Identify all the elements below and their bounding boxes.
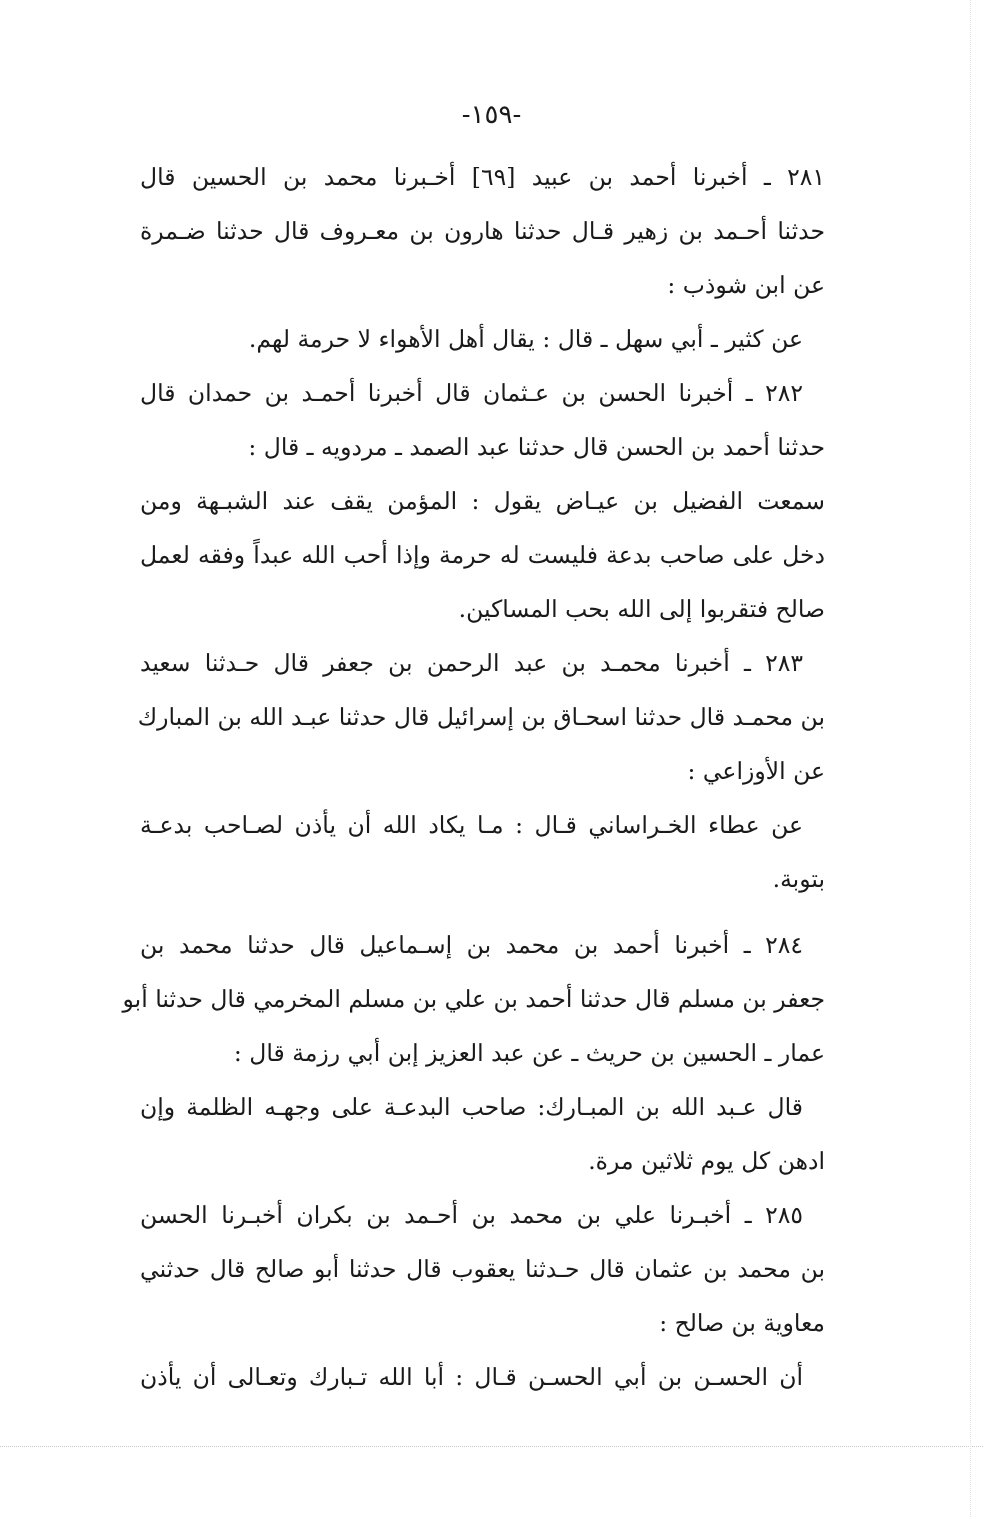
text-line: ٢٨٤ ـ أخبرنا أحمد بن محمد بن إسـماعيل قال حدثنا محمد بن — [140, 931, 803, 959]
text-line: ٢٨٣ ـ أخبرنا محمـد بن عبد الرحمن بن جعفر قال حـدثنا سعيد — [140, 649, 803, 677]
text-line: عمار ـ الحسين بن حريث ـ عن عبد العزيز إبن أبي رزمة قال : — [233, 1039, 825, 1067]
text-line: قال عـبد الله بن المبـارك: صاحب البدعـة على وجهـه الظلمة وإن — [140, 1093, 803, 1121]
text-line: جعفر بن مسلم قال حدثنا أحمد بن علي بن مسلم المخرمي قال حدثنا أبو — [122, 985, 825, 1013]
text-line: حدثنا أحـمد بن زهير قـال حدثنا هارون بن معـروف قال حدثنا ضـمرة — [140, 217, 825, 245]
text-line: ٢٨٢ ـ أخبرنا الحسن بن عـثمان قال أخبرنا أحمـد بن حمدان قال — [140, 379, 803, 407]
text-line: سمعت الفضيل بن عيـاض يقول : المؤمن يقف عند الشبـهة ومن — [140, 487, 825, 515]
text-line: صالح فتقربوا إلى الله بحب المساكين. — [458, 595, 825, 623]
text-line: بتوبة. — [772, 865, 825, 893]
text-line: عن الأوزاعي : — [687, 757, 825, 785]
text-line: معاوية بن صالح : — [659, 1309, 825, 1337]
text-line: ادهن كل يوم ثلاثين مرة. — [588, 1147, 825, 1175]
text-line: بن محمد بن عثمان قال حـدثنا يعقوب قال حدثنا أبو صالح قال حدثني — [140, 1255, 825, 1283]
page-number: -١٥٩- — [461, 100, 522, 130]
text-line: أن الحسـن بن أبي الحسـن قـال : أبا الله تـبارك وتعـالى أن يأذن — [140, 1363, 803, 1391]
text-line: ٢٨١ ـ أخبرنا أحمد بن عبيد [٦٩] أخـبرنا محمد بن الحسين قال — [140, 163, 825, 191]
text-line: عن عطاء الخـراساني قـال : مـا يكاد الله أن يأذن لصـاحب بدعـة — [140, 811, 803, 839]
text-line: دخل على صاحب بدعة فليست له حرمة وإذا أحب الله عبداً وفقه لعمل — [140, 541, 825, 569]
text-line: عن كثير ـ أبي سهل ـ قال : يقال أهل الأهواء لا حرمة لهم. — [248, 325, 803, 353]
text-line: ٢٨٥ ـ أخبـرنا علي بن محمد بن أحـمد بن بكران أخبـرنا الحسن — [140, 1201, 803, 1229]
scan-edge-line — [0, 1446, 983, 1447]
text-line: حدثنا أحمد بن الحسن قال حدثنا عبد الصمد ـ مردويه ـ قال : — [248, 433, 825, 461]
scan-side-line — [970, 0, 971, 1517]
text-line: عن ابن شوذب : — [667, 271, 825, 299]
text-line: بن محمـد قال حدثنا اسحـاق بن إسرائيل قال حدثنا عبـد الله بن المبارك — [137, 703, 825, 731]
text-block — [122, 150, 825, 1404]
